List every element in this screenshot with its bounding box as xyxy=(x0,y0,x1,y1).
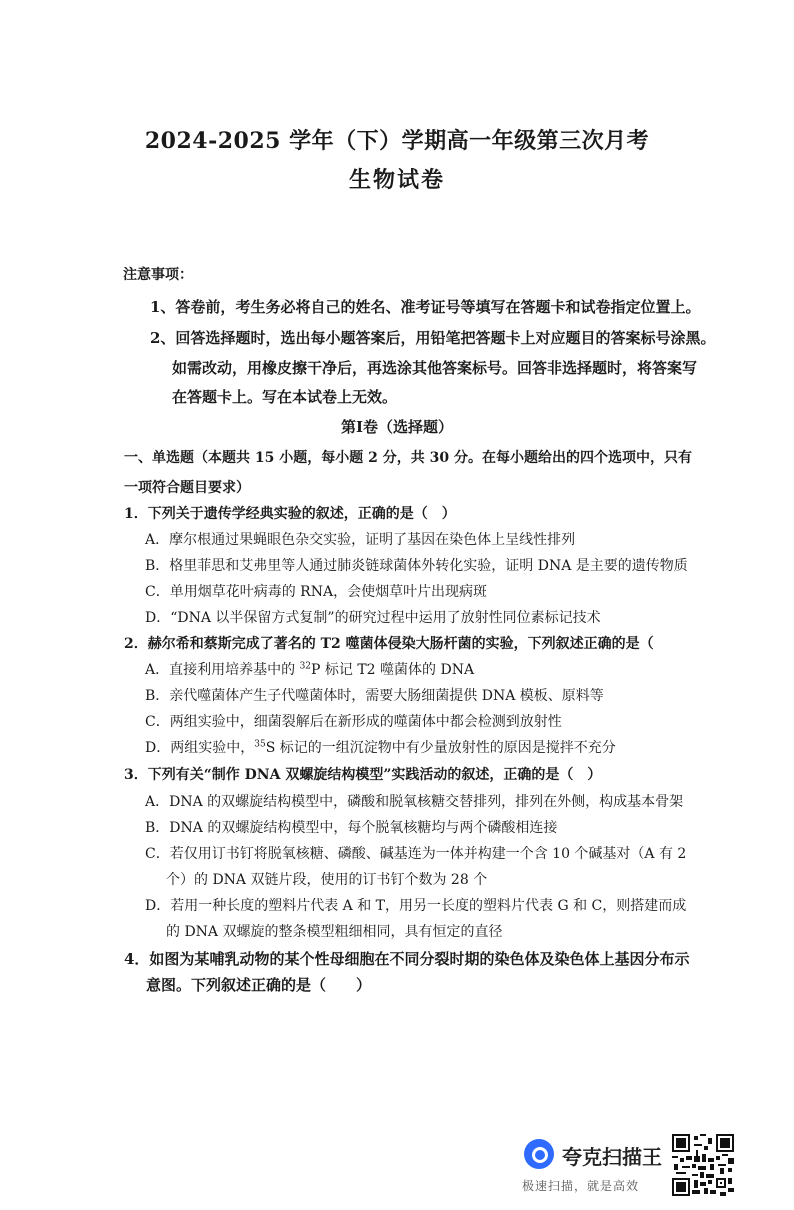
page-subtitle: 生物试卷 xyxy=(348,167,445,193)
brand-slogan: 极速扫描，就是高效 xyxy=(522,1179,640,1193)
question-2-option-b: B．亲代噬菌体产生子代噬菌体时，需要大肠细菌提供 DNA 模板、原料等 xyxy=(145,688,604,704)
scanner-watermark xyxy=(522,1137,672,1197)
question-3-option-b: B．DNA 的双螺旋结构模型中，每个脱氧核糖均与两个磷酸相连接 xyxy=(145,820,558,836)
isotope-mass-number: 32 xyxy=(299,661,312,672)
option-a-text: A．直接利用培养基中的 xyxy=(145,662,300,678)
question-2-option-a xyxy=(145,659,474,679)
qr-code-icon xyxy=(672,1134,734,1196)
notes-heading: 注意事项： xyxy=(123,267,193,283)
option-d-text: D．两组实验中， xyxy=(145,740,255,756)
section-title: 第Ⅰ卷（选择题） xyxy=(340,418,454,436)
option-a-text-end: P 标记 T2 噬菌体的 DNA xyxy=(311,662,475,678)
note-item-2: 2、回答选择题时，选出每小题答案后，用铅笔把答题卡上对应题目的答案标号涂黑。 xyxy=(150,329,716,347)
brand-name: 夸克扫描王 xyxy=(562,1145,662,1169)
question-2-option-d xyxy=(145,737,616,757)
question-3-option-c: C．若仅用订书钉将脱氧核糖、磷酸、碱基连为一体并构建一个含 10 个碱基对（A 有 2 xyxy=(145,846,687,862)
question-3-option-d-cont: 的 DNA 双螺旋的整条模型粗细相同，具有恒定的直径 xyxy=(166,924,503,940)
quark-logo-icon xyxy=(524,1139,554,1169)
question-1-stem: 1．下列关于遗传学经典实验的叙述，正确的是（ ） xyxy=(124,506,456,522)
question-3-option-a: A．DNA 的双螺旋结构模型中，磷酸和脱氧核糖交替排列，排列在外侧，构成基本骨架 xyxy=(145,794,684,810)
question-1-option-b: B．格里菲思和艾弗里等人通过肺炎链球菌体外转化实验，证明 DNA 是主要的遗传物质 xyxy=(145,558,688,574)
note-item-2-cont-2: 在答题卡上。写在本试卷上无效。 xyxy=(172,388,398,406)
isotope-mass-number: 35 xyxy=(254,739,266,750)
question-4-stem: 4．如图为某哺乳动物的某个性母细胞在不同分裂时期的染色体及染色体上基因分布示 xyxy=(124,950,690,968)
question-3-stem: 3．下列有关“制作 DNA 双螺旋结构模型”实践活动的叙述，正确的是（ ） xyxy=(124,767,602,783)
note-item-2-cont-1: 如需改动，用橡皮擦干净后，再选涂其他答案标号。回答非选择题时，将答案写 xyxy=(172,359,698,377)
option-d-text-end: S 标记的一组沉淀物中有少量放射性的原因是搅拌不充分 xyxy=(265,740,616,756)
question-3-option-d: D．若用一种长度的塑料片代表 A 和 T，用另一长度的塑料片代表 G 和 C，则搭建而成 xyxy=(145,898,687,914)
question-3-option-c-cont: 个）的 DNA 双链片段，使用的订书钉个数为 28 个 xyxy=(166,872,488,888)
question-4-stem-cont: 意图。下列叙述正确的是（ ） xyxy=(146,976,372,994)
note-item-1: 1、答卷前，考生务必将自己的姓名、准考证号等填写在答题卡和试卷指定位置上。 xyxy=(150,298,701,316)
question-1-option-c: C．单用烟草花叶病毒的 RNA，会使烟草叶片出现病斑 xyxy=(145,584,488,600)
page-title: 2024-2025 学年（下）学期高一年级第三次月考 xyxy=(144,128,650,154)
question-1-option-a: A．摩尔根通过果蝇眼色杂交实验，证明了基因在染色体上呈线性排列 xyxy=(145,532,576,548)
question-1-option-d: D．“DNA 以半保留方式复制”的研究过程中运用了放射性同位素标记技术 xyxy=(145,610,601,626)
question-2-option-c: C．两组实验中，细菌裂解后在新形成的噬菌体中都会检测到放射性 xyxy=(145,714,562,730)
section-intro-cont: 一项符合题目要求） xyxy=(124,480,250,496)
section-intro: 一、单选题（本题共 15 小题，每小题 2 分，共 30 分。在每小题给出的四个选项中，只有 xyxy=(124,450,692,466)
question-2-stem: 2．赫尔希和蔡斯完成了著名的 T2 噬菌体侵染大肠杆菌的实验，下列叙述正确的是（ xyxy=(124,636,654,652)
